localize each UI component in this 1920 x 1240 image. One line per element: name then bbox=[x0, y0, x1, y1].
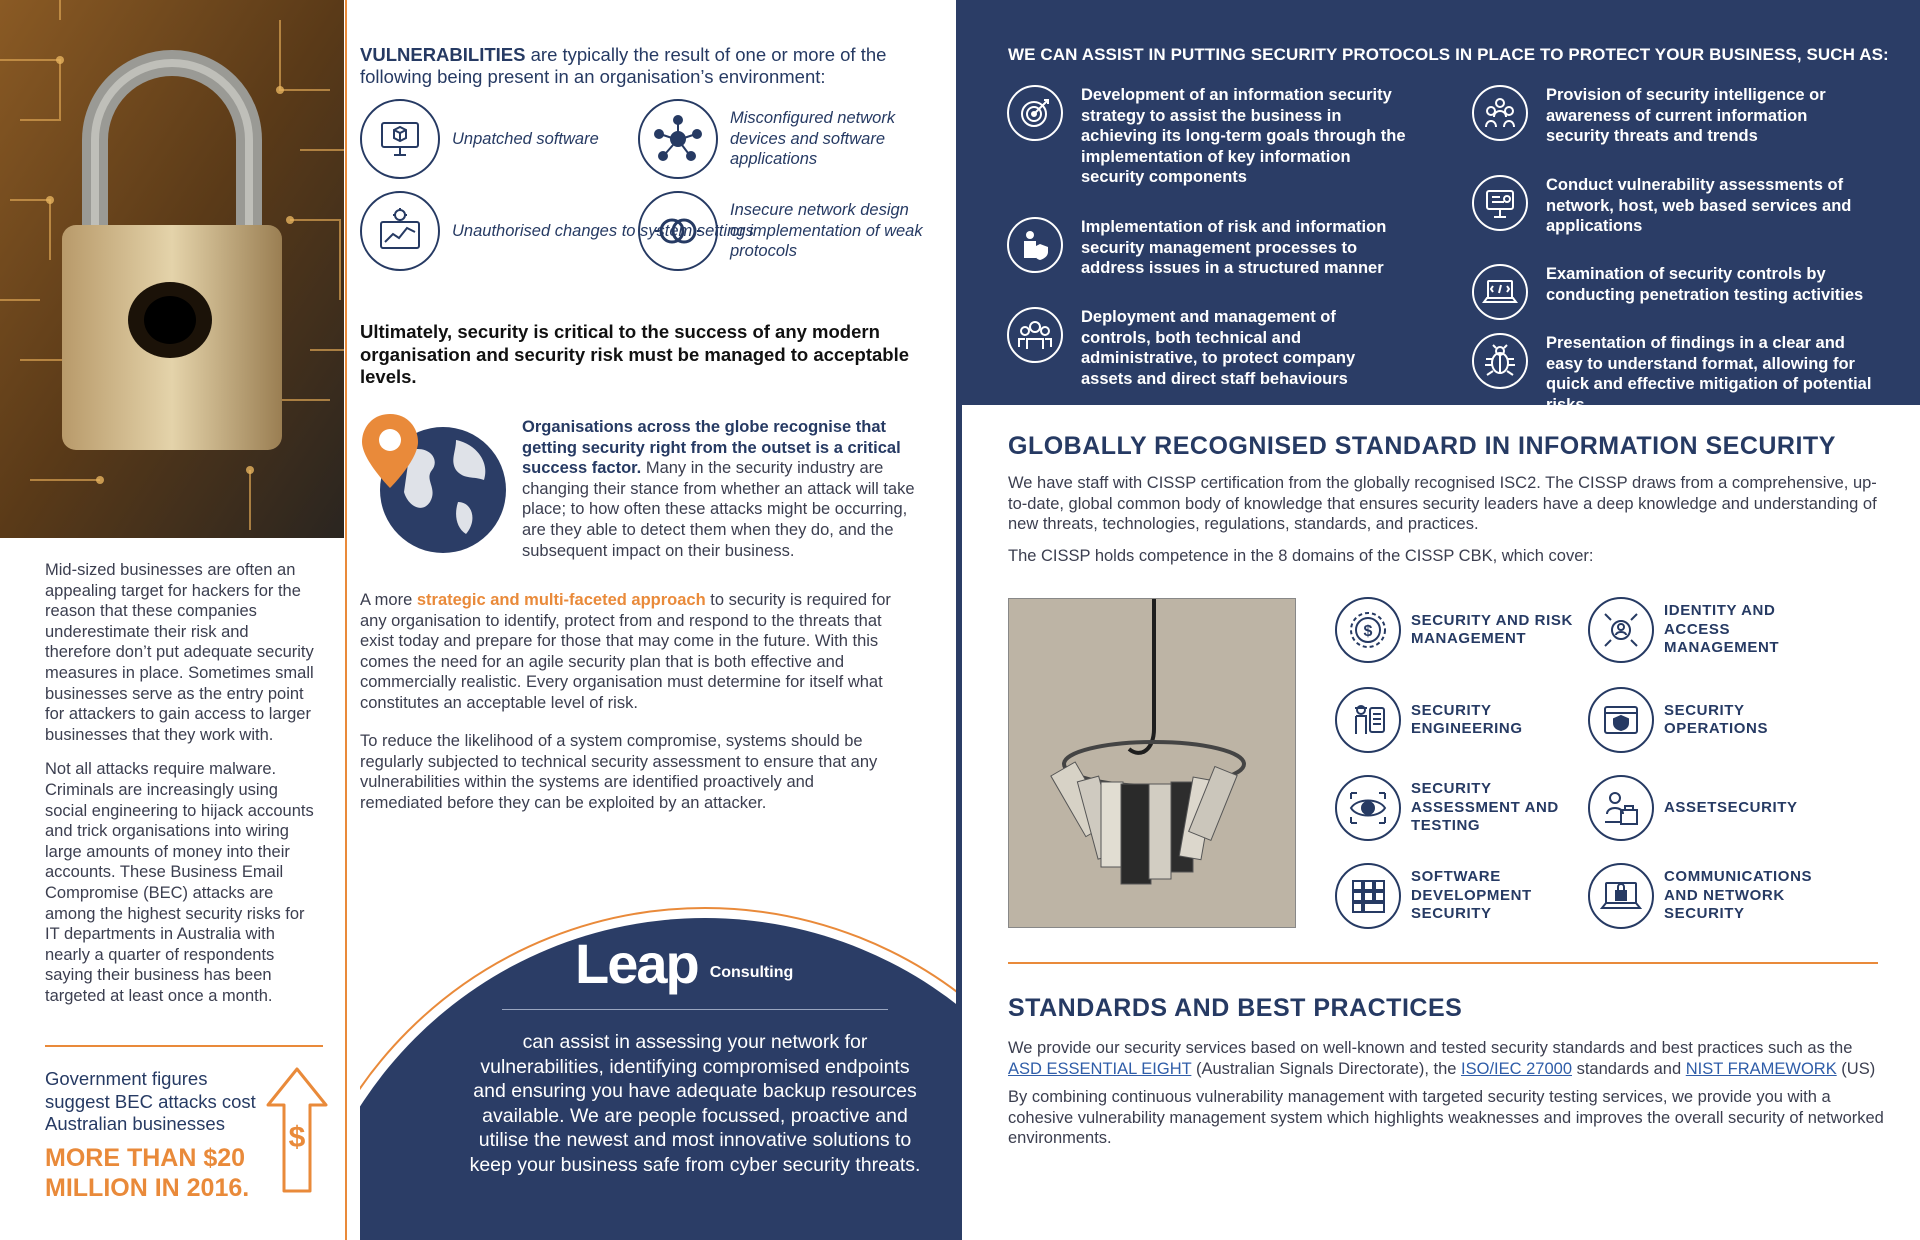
left-paragraph-2: Not all attacks require malware. Criminals are increasingly using social engineering to hijack accounts and trick organisations into wiring large amounts of money into their accounts. These Business Email Compromise (BEC) attacks are among the highest security risks for IT departments in Australia with nearly a quarter of respondents saying their business has been targeted at least once a month. bbox=[45, 760, 314, 1005]
vulnerabilities-keyword: VULNERABILITIES bbox=[360, 44, 526, 65]
cissp-domain bbox=[1588, 775, 1828, 841]
grid-code-icon bbox=[1335, 863, 1401, 929]
browser-shield-icon bbox=[1588, 687, 1654, 753]
asd-essential-eight-link[interactable]: ASD ESSENTIAL EIGHT bbox=[1008, 1059, 1192, 1078]
strategic-post: to security is required for any organisation to identify, protect from and respond to the threats that exist today and prepare for those that may come in the future. With this comes the need for an agile security plan that is both effective and commercially realistic. Every organisation must determine for itself what constitutes an acceptable level of risk. bbox=[360, 591, 891, 712]
keys-on-hook-photo bbox=[1008, 598, 1296, 928]
left-column bbox=[0, 0, 344, 1240]
assessment-icon bbox=[1472, 175, 1528, 231]
strategic-highlight: strategic and multi-faceted approach bbox=[416, 591, 706, 609]
cissp-domain bbox=[1335, 597, 1575, 663]
assist-item bbox=[1472, 85, 1872, 147]
domain-label: ASSETSECURITY bbox=[1664, 798, 1798, 816]
assist-item-text: Development of an information security strategy to assist the business in achieving its long-term goals through the implementation of key information security components bbox=[1081, 86, 1406, 187]
padlock-circuit-photo bbox=[0, 0, 344, 538]
bug-icon bbox=[1472, 333, 1528, 389]
assist-item bbox=[1007, 307, 1407, 389]
vuln-item-insecure bbox=[638, 191, 928, 271]
cissp-domain bbox=[1588, 597, 1828, 663]
assist-item bbox=[1472, 264, 1872, 320]
standards-title: STANDARDS AND BEST PRACTICES bbox=[1008, 994, 1463, 1022]
vuln-item-misconfigured bbox=[638, 99, 928, 179]
assist-item bbox=[1472, 175, 1872, 237]
right-divider bbox=[1008, 962, 1878, 964]
vuln-label: Unauthorised changes to system settings bbox=[452, 221, 754, 240]
standards-paragraph bbox=[1008, 1038, 1888, 1079]
left-paragraph-1: Mid-sized businesses are often an appealing target for hackers for the reason that these companies underestimate their risk and therefore don’t put adequate security measures in place. Sometimes small businesses serve as the entry point for attackers to gain access to larger businesses that they work with. bbox=[45, 561, 314, 744]
cissp-domains-intro: The CISSP holds competence in the 8 domains of the CISSP CBK, which cover: bbox=[1008, 547, 1594, 565]
standards-pre: We provide our security services based on well-known and tested security standards and best practices such as the bbox=[1008, 1039, 1853, 1057]
globe-paragraph-bold: Organisations across the globe recognise that getting security right from the outset is a critical success factor. bbox=[522, 418, 901, 478]
assist-item-text: Deployment and management of controls, both technical and administrative, to protect company assets and direct staff behaviours bbox=[1081, 308, 1356, 388]
dollar-gear-icon bbox=[1335, 597, 1401, 663]
strategic-pre: A more bbox=[360, 591, 417, 609]
leap-consulting-logo bbox=[575, 932, 835, 995]
asset-icon bbox=[1588, 775, 1654, 841]
laptop-code-icon bbox=[1472, 264, 1528, 320]
vulnerabilities-intro-rest: are typically the result of one or more of the following being present in an organisation’s environment: bbox=[360, 44, 887, 87]
iso-27000-link[interactable]: ISO/IEC 27000 bbox=[1461, 1059, 1572, 1078]
standards-mid-1: (Australian Signals Directorate), the bbox=[1191, 1059, 1462, 1078]
cissp-domain bbox=[1588, 863, 1828, 929]
monitor-box-icon bbox=[360, 99, 440, 179]
ultimately-statement: Ultimately, security is critical to the success of any modern organisation and security risk must be managed to acceptable levels. bbox=[360, 321, 909, 387]
assist-item-text: Conduct vulnerability assessments of network, host, web based services and applications bbox=[1546, 176, 1852, 236]
big-stat: MORE THAN $20 MILLION IN 2016. bbox=[45, 1144, 250, 1202]
domain-label: IDENTITY AND ACCESS MANAGEMENT bbox=[1664, 602, 1780, 657]
cissp-domain bbox=[1335, 775, 1575, 841]
column-divider-orange bbox=[345, 0, 347, 1240]
domain-label: COMMUNICATIONS AND NETWORK SECURITY bbox=[1664, 868, 1813, 923]
leap-divider bbox=[502, 1009, 888, 1010]
people-group-icon bbox=[1472, 85, 1528, 141]
reduce-paragraph: To reduce the likelihood of a system compromise, systems should be regularly subjected to technical security assessment to ensure that any vulnerabilities within the systems are identified proactively and remediated before they can be exploited by an attacker. bbox=[360, 732, 878, 812]
target-icon bbox=[1007, 85, 1063, 141]
eye-icon bbox=[1335, 775, 1401, 841]
left-body-text bbox=[45, 560, 317, 1020]
vuln-label: Unpatched software bbox=[452, 129, 599, 148]
vuln-label: Misconfigured network devices and software applications bbox=[730, 109, 896, 169]
laptop-lock-icon bbox=[1588, 863, 1654, 929]
assist-item-text: Provision of security intelligence or awareness of current information security threats and trends bbox=[1546, 86, 1826, 146]
nist-framework-link[interactable]: NIST FRAMEWORK bbox=[1685, 1059, 1837, 1078]
vulnerability-management-paragraph: By combining continuous vulnerability management with targeted security testing services, we provide you with a cohesive vulnerability management system which highlights weaknesses and improves the overall security of networked environments. bbox=[1008, 1088, 1884, 1148]
cissp-domain bbox=[1588, 687, 1828, 753]
team-icon bbox=[1007, 307, 1063, 363]
domain-label: SECURITY ENGINEERING bbox=[1411, 701, 1523, 737]
domain-label: SOFTWARE DEVELOPMENT SECURITY bbox=[1411, 868, 1532, 923]
chart-settings-icon bbox=[360, 191, 440, 271]
linked-rings-icon bbox=[638, 191, 718, 271]
assist-item-text: Examination of security controls by conducting penetration testing activities bbox=[1546, 265, 1864, 304]
standards-mid-2: standards and bbox=[1572, 1059, 1686, 1078]
dollar-up-arrow-icon bbox=[264, 1065, 330, 1195]
vulnerabilities-intro bbox=[360, 44, 920, 88]
leap-logo-word: Leap bbox=[575, 932, 698, 995]
arrow-dollar-symbol: $ bbox=[288, 1121, 306, 1154]
identity-icon bbox=[1588, 597, 1654, 663]
gov-figures-text: Government figures suggest BEC attacks cost Australian businesses bbox=[45, 1068, 256, 1135]
vuln-label: Insecure network design or implementation of weak protocols bbox=[730, 201, 923, 261]
leap-paragraph: can assist in assessing your network for vulnerabilities, identifying compromised endpoints and ensuring you have adequate backup resources available. We are people focussed, proactive and utilise the newest and most innovative solutions to keep your business safe from cyber security threats. bbox=[469, 1031, 921, 1176]
globe-paragraph bbox=[522, 417, 918, 561]
strategic-paragraph bbox=[360, 590, 920, 714]
engineer-icon bbox=[1335, 687, 1401, 753]
svg-text:$: $ bbox=[1363, 623, 1373, 640]
domain-label: SECURITY ASSESSMENT AND TESTING bbox=[1411, 780, 1559, 835]
left-divider bbox=[45, 1045, 323, 1047]
globe-location-icon bbox=[360, 410, 506, 560]
assist-title: WE CAN ASSIST IN PUTTING SECURITY PROTOCOLS IN PLACE TO PROTECT YOUR BUSINESS, SUCH AS: bbox=[1008, 45, 1889, 64]
cissp-domain bbox=[1335, 687, 1575, 753]
standards-post: (US) bbox=[1836, 1059, 1876, 1078]
cissp-domain bbox=[1335, 863, 1575, 929]
network-nodes-icon bbox=[638, 99, 718, 179]
assist-item-text: Implementation of risk and information security management processes to address issues in a structured manner bbox=[1081, 218, 1387, 278]
domain-label: SECURITY AND RISK MANAGEMENT bbox=[1411, 611, 1573, 647]
assist-item bbox=[1007, 85, 1407, 188]
vuln-item-unpatched bbox=[360, 99, 599, 179]
assist-item bbox=[1472, 333, 1872, 415]
assist-item bbox=[1007, 217, 1407, 279]
globally-recognised-title: GLOBALLY RECOGNISED STANDARD IN INFORMATION SECURITY bbox=[1008, 432, 1836, 460]
assist-item-text: Presentation of findings in a clear and easy to understand format, allowing for quick and effective mitigation of potential risks. bbox=[1546, 334, 1872, 414]
cissp-paragraph: We have staff with CISSP certification from the globally recognised ISC2. The CISSP draws from a comprehensive, up-to-date, global common body of knowledge that ensures security leaders have a deep knowledge and understanding of new threats, technologies, regulations, standards, and practices. bbox=[1008, 474, 1877, 534]
globe-paragraph-rest: Many in the security industry are changing their stance from whether an attack will take place; to how often these attacks might be occurring, are they able to detect them when they do, and the subsequent impact on their business. bbox=[522, 459, 915, 560]
leap-logo-consulting: Consulting bbox=[709, 964, 794, 981]
person-shield-icon bbox=[1007, 217, 1063, 273]
domain-label: SECURITY OPERATIONS bbox=[1664, 701, 1769, 737]
